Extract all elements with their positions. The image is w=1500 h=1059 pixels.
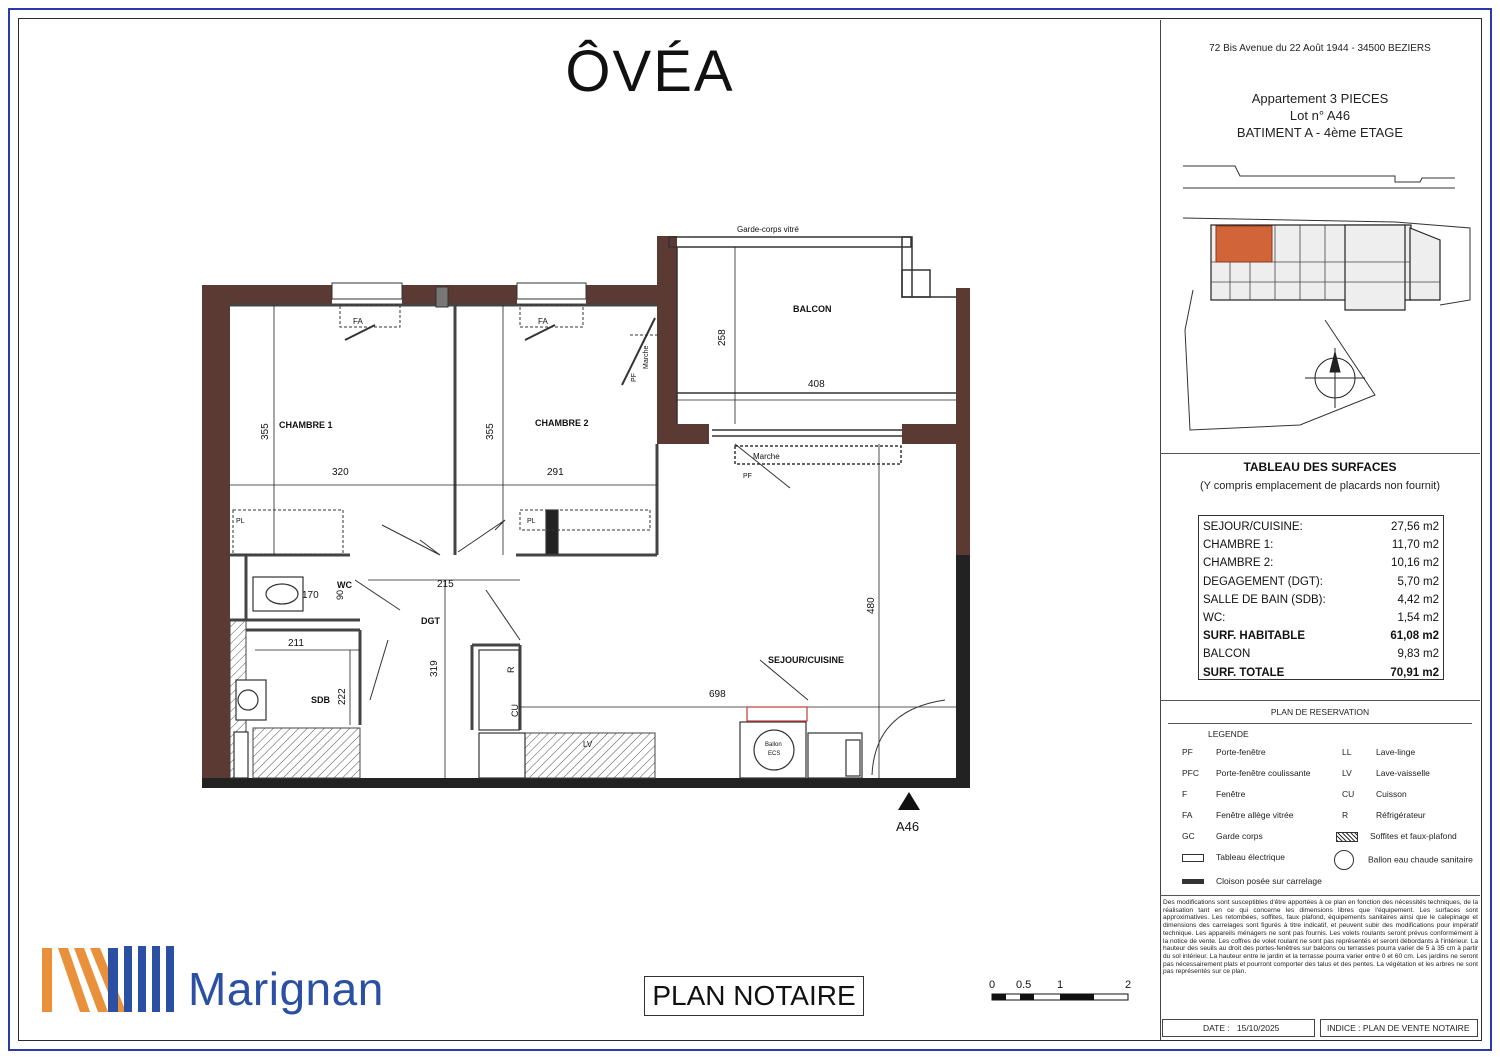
room-sejour: SEJOUR/CUISINE	[768, 655, 845, 665]
balcony-outline	[669, 237, 956, 424]
surface-row: CHAMBRE 1: 11,70 m2	[1203, 539, 1439, 552]
room-dgt: DGT	[421, 616, 440, 626]
tag-marche-1: Marche	[753, 452, 780, 461]
surfaces-table	[1198, 515, 1444, 680]
address: 72 Bis Avenue du 22 Août 1944 - 34500 BEZIERS	[1209, 43, 1431, 54]
tag-ecs: ECS	[768, 751, 781, 757]
entrance-arrow-icon	[898, 792, 920, 810]
dim-170: 170	[302, 590, 319, 601]
dim-215: 215	[437, 579, 454, 590]
soffit-hatch-icon	[1336, 832, 1358, 842]
dim-211: 211	[288, 638, 304, 649]
surfaces-title: TABLEAU DES SURFACES	[1243, 460, 1397, 474]
legend-item: R Réfrigérateur	[1342, 810, 1426, 820]
brand-name: Marignan	[188, 963, 384, 1015]
legend-item: CU Cuisson	[1342, 789, 1407, 799]
tag-garde-corps: Garde-corps vitré	[737, 225, 799, 234]
surface-row: SEJOUR/CUISINE: 27,56 m2	[1203, 521, 1439, 533]
dim-90: 90	[335, 589, 345, 600]
room-balcon: BALCON	[793, 304, 832, 314]
room-chambre-1: CHAMBRE 1	[279, 420, 333, 430]
legend-title: LEGENDE	[1208, 729, 1249, 739]
electrical-panel-icon	[1182, 854, 1204, 862]
separator	[1160, 453, 1480, 454]
window-leaves	[345, 318, 655, 385]
legend-item: Soffites et faux-plafond	[1336, 831, 1457, 842]
project-title: ÔVÉA	[565, 39, 735, 104]
tag-cu: CU	[510, 704, 520, 717]
window-swings	[340, 305, 660, 335]
surface-row-total-habitable: SURF. HABITABLE 61,08 m2	[1203, 630, 1439, 643]
tag-marche-2: Marche	[643, 345, 650, 369]
surface-row: SALLE DE BAIN (SDB): 4,42 m2	[1203, 593, 1439, 606]
dim-355-ch2: 355	[485, 423, 496, 440]
dim-319: 319	[429, 660, 440, 677]
dim-320: 320	[332, 467, 349, 478]
tag-pl-1: PL	[236, 518, 245, 525]
separator	[1160, 895, 1480, 896]
legend-item: Cloison posée sur carrelage	[1182, 876, 1322, 886]
scale-label: 0	[989, 979, 996, 991]
tag-pf-2: PF	[743, 473, 752, 480]
partition-icon	[1182, 879, 1204, 884]
surfaces-subtitle: (Y compris emplacement de placards non fournit)	[1199, 480, 1441, 492]
apartment-info	[1160, 90, 1480, 141]
surface-row: CHAMBRE 2: 10,16 m2	[1203, 557, 1439, 570]
surface-row: DEGAGEMENT (DGT): 5,70 m2	[1203, 575, 1439, 588]
separator	[1160, 700, 1480, 701]
dim-408: 408	[808, 379, 825, 390]
dim-291: 291	[547, 467, 564, 478]
apartment-building: BATIMENT A - 4ème ETAGE	[1236, 125, 1404, 140]
scale-label: 0.5	[1016, 979, 1032, 991]
tag-fa-2: FA	[538, 317, 548, 326]
room-chambre-2: CHAMBRE 2	[535, 418, 589, 428]
dim-258: 258	[717, 329, 728, 346]
legend-item: LV Lave-vaisselle	[1342, 768, 1430, 778]
room-sdb: SDB	[311, 695, 331, 705]
dim-698: 698	[709, 689, 726, 700]
legend-item: Ballon eau chaude sanitaire	[1334, 850, 1473, 870]
legend-item: GC Garde corps	[1182, 831, 1263, 841]
footer-date: DATE : 15/10/2025	[1162, 1019, 1315, 1037]
tag-pf-1: PF	[631, 373, 638, 382]
apartment-type: Appartement 3 PIECES	[1251, 91, 1389, 106]
dim-222: 222	[337, 688, 348, 705]
tag-ballon: Ballon	[765, 742, 782, 748]
surface-row: BALCON 9,83 m2	[1203, 648, 1439, 661]
dim-480: 480	[866, 597, 877, 614]
surface-row: WC: 1,54 m2	[1203, 611, 1439, 624]
legend-item: LL Lave-linge	[1342, 747, 1416, 757]
disclaimer: Des modifications sont susceptibles d'être apportées à ce plan en fonction des nécessités techniques, de la réalisation tant en ce qui concerne les dimensions libres que l'équipement. Les surfaces sont approximatives. Les retombées, soffites, faux plafond, équipements sanitaires ainsi que le calepinage et dimensions des carrelages sont figurés à titre indicatif, et peuvent subir des modifications pour impératif technique. Les appareils ménagers ne sont pas fournis. Les volets roulants seront prévus conformément à la notice de vente. Les coffres de volet roulant ne sont pas représentés et seront débordants à l'intérieur. La hauteur des seuils au droit des portes-fenêtres sur balcons ou terrasses pourra varier de 5 à 35 cm à partir du sol intérieur. La hauteur entre le jardin et la terrasse pourra varier entre 0 et 60 cm. Les jardins ne seront pas nécessairement plats et pourront comporter des talus et des pentes. La végétation et les arbres ne sont pas représentés sur ce plan.	[1163, 899, 1478, 976]
closet-outlines	[233, 510, 650, 554]
tag-r: R	[506, 666, 516, 673]
scale-label: 1	[1057, 979, 1064, 991]
scale-label: 2	[1125, 979, 1132, 991]
exterior-walls	[202, 236, 970, 788]
plan-reservation-title: PLAN DE RESERVATION	[1270, 707, 1370, 717]
plan-label: PLAN NOTAIRE	[644, 976, 864, 1016]
apartment-lot: Lot n° A46	[1289, 108, 1351, 123]
dim-355-ch1: 355	[260, 423, 271, 440]
legend-item: Tableau électrique	[1182, 852, 1285, 862]
footer-index: INDICE : PLAN DE VENTE NOTAIRE	[1320, 1019, 1478, 1037]
sliding-door	[712, 430, 902, 464]
interior-partitions	[230, 305, 657, 730]
legend-item: PF Porte-fenêtre	[1182, 747, 1266, 757]
legend-item: F Fenêtre	[1182, 789, 1246, 799]
tag-pl-2: PL	[527, 518, 536, 525]
room-wc: WC	[337, 580, 352, 590]
legend-item: FA Fenêtre allège vitrée	[1182, 810, 1294, 820]
tag-fa-1: FA	[353, 317, 363, 326]
water-heater-icon	[1334, 850, 1354, 870]
tag-lv: LV	[583, 740, 593, 749]
surface-row-total: SURF. TOTALE 70,91 m2	[1203, 666, 1439, 679]
doors	[355, 444, 945, 775]
entrance-lot-label: A46	[896, 819, 920, 834]
legend-item: PFC Porte-fenêtre coulissante	[1182, 768, 1311, 778]
separator	[1168, 723, 1472, 724]
wall-accent	[956, 555, 970, 788]
